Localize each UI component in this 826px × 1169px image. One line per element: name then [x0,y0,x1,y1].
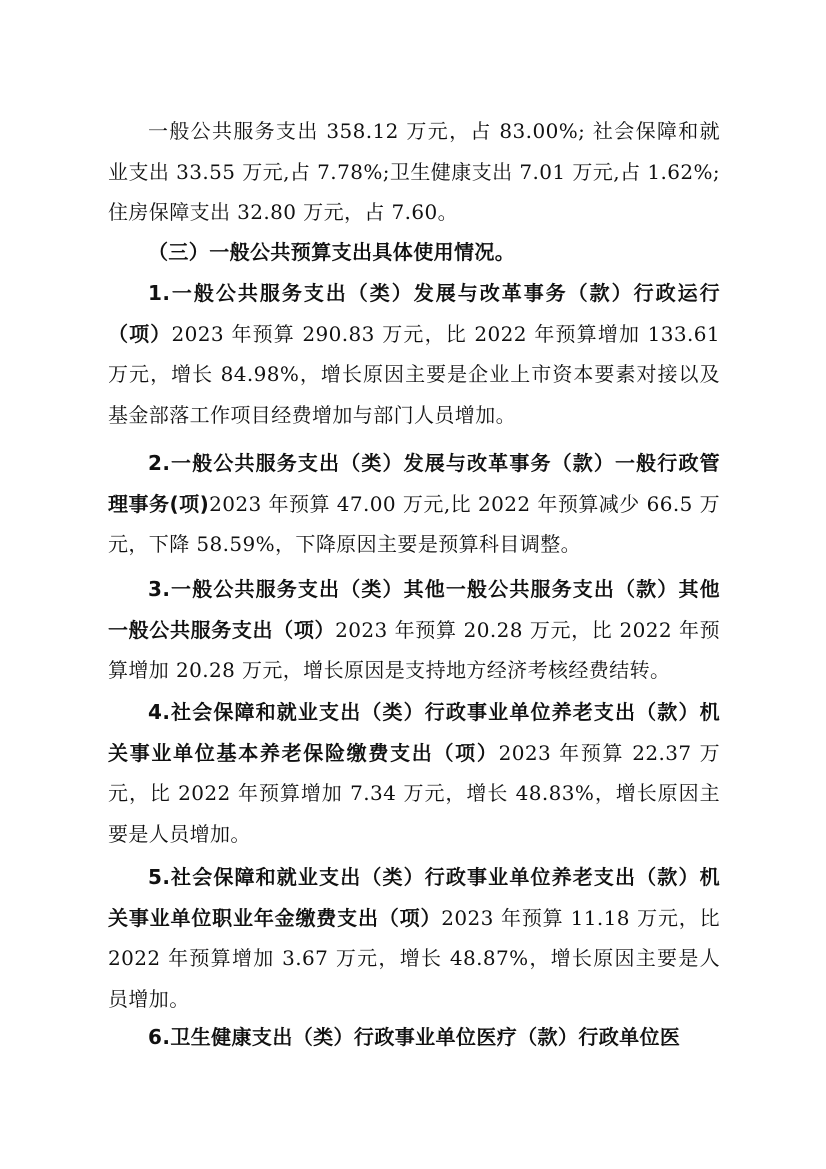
intro-paragraph: 一般公共服务支出 358.12 万元，占 83.00%; 社会保障和就业支出 33.55 万元,占 7.78%;卫生健康支出 7.01 万元,占 1.62%;住房保障支出 32.80 万元，占 7.60。 [108,119,720,224]
budget-item-5-title: 5.社会保障和就业支出（类）行政事业单位养老支出（款）机关事业单位职业年金缴费支出（项） [108,865,720,930]
budget-item-2 [108,443,720,565]
budget-item-1-body: 2023 年预算 290.83 万元，比 2022 年预算增加 133.61 万元，增长 84.98%，增长原因主要是企业上市资本要素对接以及基金部落工作项目经费增加与部门人员增加。 [108,321,721,427]
budget-item-1-title: 1.一般公共服务支出（类）发展与改革事务（款）行政运行（项） [108,281,720,346]
budget-item-4-title: 4.社会保障和就业支出（类）行政事业单位养老支出（款）机关事业单位基本养老保险缴费支出（项） [108,700,720,765]
budget-item-3 [108,569,720,691]
budget-item-1 [108,273,720,435]
budget-item-2-title: 2.一般公共服务支出（类）发展与改革事务（款）一般行政管理事务(项) [108,451,720,516]
budget-item-6-title: 6.卫生健康支出（类）行政事业单位医疗（款）行政单位医 [148,1025,681,1049]
budget-item-5 [108,857,720,1019]
section-heading: （三）一般公共预算支出具体使用情况。 [148,240,516,264]
budget-item-6 [108,1017,720,1058]
budget-item-2-body: 2023 年预算 47.00 万元,比 2022 年预算减少 66.5 万元，下降 58.59%，下降原因主要是预算科目调整。 [108,491,721,556]
budget-item-5-body: 2023 年预算 11.18 万元，比 2022 年预算增加 3.67 万元，增长 48.87%，增长原因主要是人员增加。 [108,905,720,1011]
budget-item-3-body: 2023 年预算 20.28 万元，比 2022 年预算增加 20.28 万元，增长原因是支持地方经济考核经费结转。 [108,617,721,682]
budget-item-4-body: 2023 年预算 22.37 万元，比 2022 年预算增加 7.34 万元，增长 48.83%，增长原因主要是人员增加。 [108,740,720,846]
budget-item-4 [108,692,720,854]
budget-item-3-title: 3.一般公共服务支出（类）其他一般公共服务支出（款）其他一般公共服务支出（项） [108,577,720,642]
